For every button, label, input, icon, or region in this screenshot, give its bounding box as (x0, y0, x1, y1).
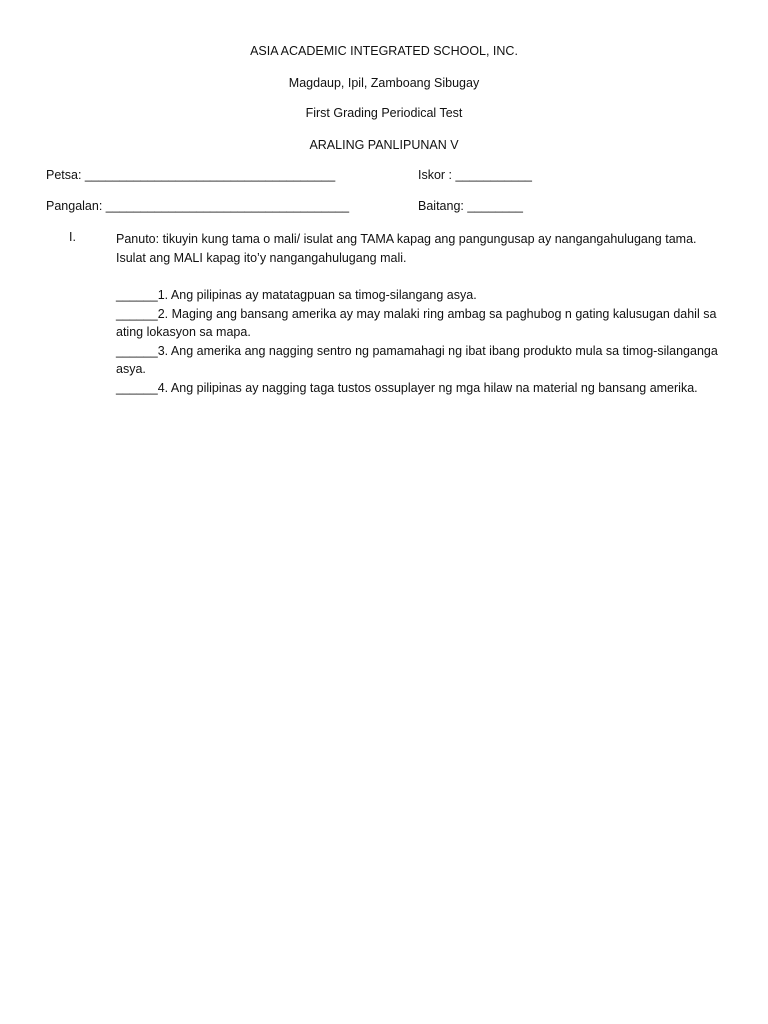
iskor-field: Iskor : ___________ (418, 168, 532, 182)
pangalan-field: Pangalan: ___________________________________ (46, 199, 350, 213)
petsa-field: Petsa: ____________________________________ (46, 168, 336, 182)
question-item: ______4. Ang pilipinas ay nagging taga tustos ossuplayer ng mga hilaw na material ng bansang amerika. (116, 380, 698, 395)
directions (116, 230, 726, 268)
question-list (116, 286, 726, 397)
directions-line: Isulat ang MALI kapag ito’y nangangahulugang mali. (116, 251, 407, 265)
question-item: ______3. Ang amerika ang nagging sentro ng pamamahagi ng ibat ibang produkto mula sa timog-silanganga asya. (116, 343, 718, 376)
school-name: ASIA ACADEMIC INTEGRATED SCHOOL, INC. (250, 44, 518, 58)
question-item: ______1. Ang pilipinas ay matatagpuan sa timog-silangang asya. (116, 288, 477, 302)
baitang-field: Baitang: ________ (418, 199, 523, 213)
school-address: Magdaup, Ipil, Zamboang Sibugay (288, 76, 480, 90)
test-title: First Grading Periodical Test (305, 106, 463, 120)
subject-title: ARALING PANLIPUNAN V (309, 138, 459, 152)
question-item: ______2. Maging ang bansang amerika ay may malaki ring ambag sa paghubog n gating kalusugan dahil sa ating lokasyon sa mapa. (116, 306, 717, 339)
section-number: I. (69, 230, 76, 244)
directions-line: Panuto: tikuyin kung tama o mali/ isulat ang TAMA kapag ang pangungusap ay nangangahulugang tama. (116, 232, 697, 246)
